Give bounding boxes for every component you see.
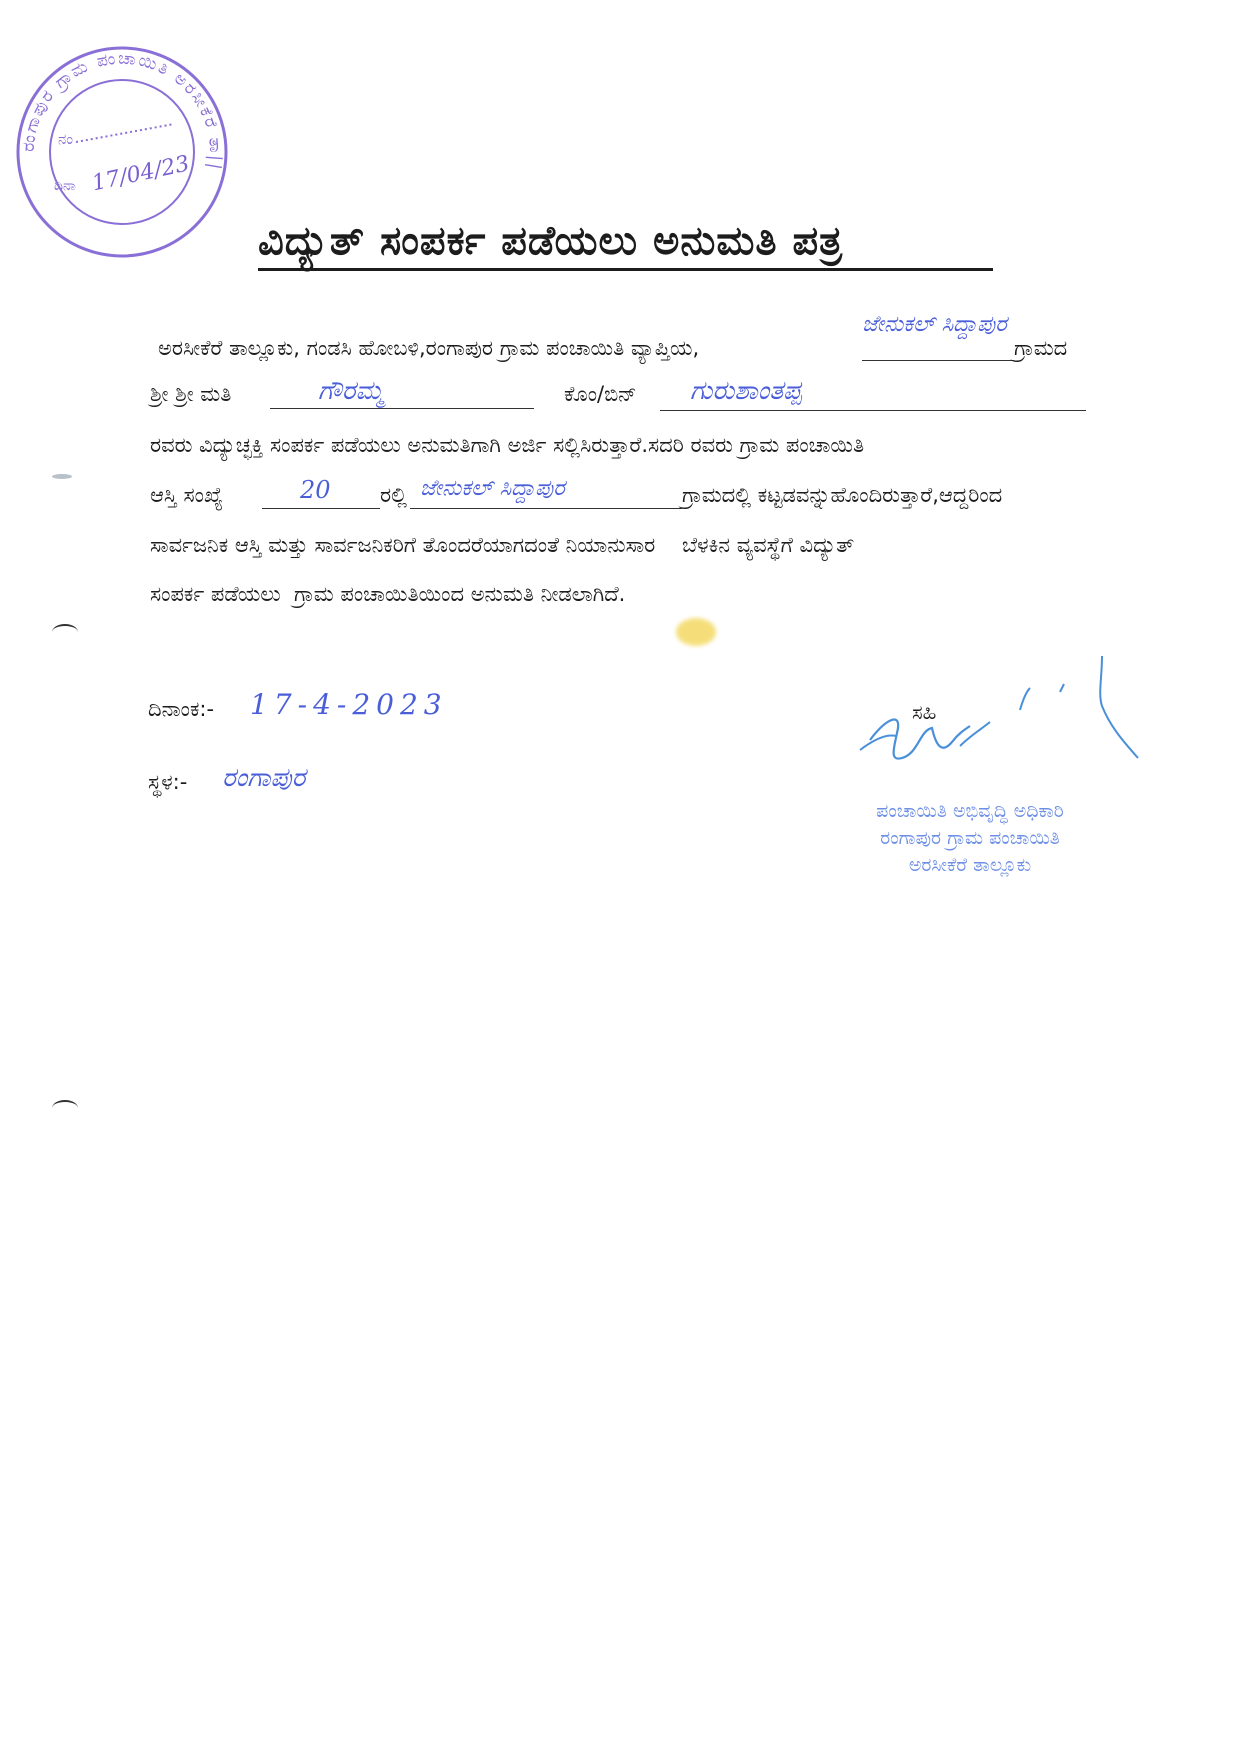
- gray-smudge: [52, 474, 72, 479]
- body-line-3: ರವರು ವಿದ್ಯುಚ್ಛಕ್ತಿ ಸಂಪರ್ಕ ಪಡೆಯಲು ಅನುಮತಿಗಾಗಿ ಅರ್ಜಿ ಸಲ್ಲಿಸಿರುತ್ತಾರೆ.ಸದರಿ ರವರು ಗ್ರಾಮ ಪಂಚಾಯಿತಿ: [150, 433, 865, 457]
- applicant-name-line: [270, 408, 534, 409]
- office-stamp: [14, 44, 230, 260]
- document-title: ವಿದ್ಯುತ್ ಸಂಪರ್ಕ ಪಡೆಯಲು ಅನುಮತಿ ಪತ್ರ: [258, 218, 844, 264]
- stamp-date-prefix: ದಿನಾ: [54, 178, 76, 194]
- place-label: ಸ್ಥಳ:-: [148, 770, 188, 794]
- gramada-label: ಗ್ರಾಮದ: [1014, 336, 1068, 360]
- place-handwritten: ರಂಗಾಪುರ: [222, 763, 306, 793]
- signature-label: ಸಹಿ: [912, 700, 937, 724]
- village-blank-line: [862, 360, 1014, 361]
- date-handwritten: 17-4-2023: [250, 688, 448, 721]
- stamp-date: 17/04/23: [89, 151, 192, 197]
- property-village-line: [410, 508, 682, 509]
- stamp-number-label: ನಂ: [58, 130, 73, 148]
- ralli-label: ರಲ್ಲಿ: [380, 483, 407, 507]
- title-underline: [258, 268, 993, 271]
- property-number-label: ಆಸ್ತಿ ಸಂಖ್ಯೆ: [150, 483, 223, 507]
- body-line-5: ಸಾರ್ವಜನಿಕ ಆಸ್ತಿ ಮತ್ತು ಸಾರ್ವಜನಿಕರಿಗೆ ತೊಂದರೆಯಾಗದಂತೆ ನಿಯಾನುಸಾರ ಬೆಳಕಿನ ವ್ಯವಸ್ಥೆಗೆ ವಿದ್ಯುತ್: [150, 533, 855, 557]
- property-number-line: [262, 508, 380, 509]
- relation-name-line: [660, 410, 1086, 411]
- date-label: ದಿನಾಂಕ:-: [148, 697, 215, 721]
- body-line-2-prefix: ಶ್ರೀ ಶ್ರೀ ಮತಿ: [150, 382, 232, 406]
- punch-hole-mark-top: [52, 624, 78, 640]
- body-line-6: ಸಂಪರ್ಕ ಪಡೆಯಲು ಗ್ರಾಮ ಪಂಚಾಯಿತಿಯಿಂದ ಅನುಮತಿ ನೀಡಲಾಗಿದೆ.: [150, 582, 626, 606]
- officer-signature: [840, 650, 1170, 800]
- relation-label: ಕೊಂ/ಬಿನ್: [564, 382, 637, 406]
- relation-name-handwritten: ಗುರುಶಾಂತಪ್ಪ: [690, 376, 802, 406]
- body-line-1: [158, 336, 699, 361]
- gramadalli-text: ಗ್ರಾಮದಲ್ಲಿ ಕಟ್ಟಡವನ್ನುಹೊಂದಿರುತ್ತಾರೆ,ಆದ್ದರಿಂದ: [682, 483, 1003, 507]
- seal-taluk: ಅರಸೀಕೆರೆ ತಾಲ್ಲೂಕು: [908, 854, 1032, 876]
- officer-seal: [800, 798, 1140, 879]
- punch-hole-mark-bottom: [52, 1100, 78, 1116]
- applicant-name-handwritten: ಗೌರಮ್ಮ: [318, 376, 384, 406]
- property-village-handwritten: ಜೇನುಕಲ್ ಸಿದ್ದಾಪುರ: [420, 476, 565, 501]
- village-handwritten: ಜೇನುಕಲ್ ಸಿದ್ದಾಪುರ: [862, 312, 1007, 337]
- yellow-smudge: [676, 618, 716, 646]
- property-number-handwritten: 20: [300, 476, 331, 504]
- stamp-outer-text: ರಂಗಾಪುರ ಗ್ರಾಮ ಪಂಚಾಯಿತಿ ಅರಸೀಕೆರೆ ತಾ||: [18, 48, 226, 173]
- seal-panchayat: ರಂಗಾಪುರ ಗ್ರಾಮ ಪಂಚಾಯಿತಿ: [880, 827, 1060, 849]
- seal-designation: ಪಂಚಾಯಿತಿ ಅಭಿವೃದ್ಧಿ ಅಧಿಕಾರಿ: [876, 800, 1064, 822]
- taluk-hobli-text: ಅರಸೀಕೆರೆ ತಾಲ್ಲೂಕು, ಗಂಡಸಿ ಹೋಬಳಿ,ರಂಗಾಪುರ ಗ್ರಾಮ ಪಂಚಾಯಿತಿ ವ್ಯಾಪ್ತಿಯ,: [158, 336, 700, 360]
